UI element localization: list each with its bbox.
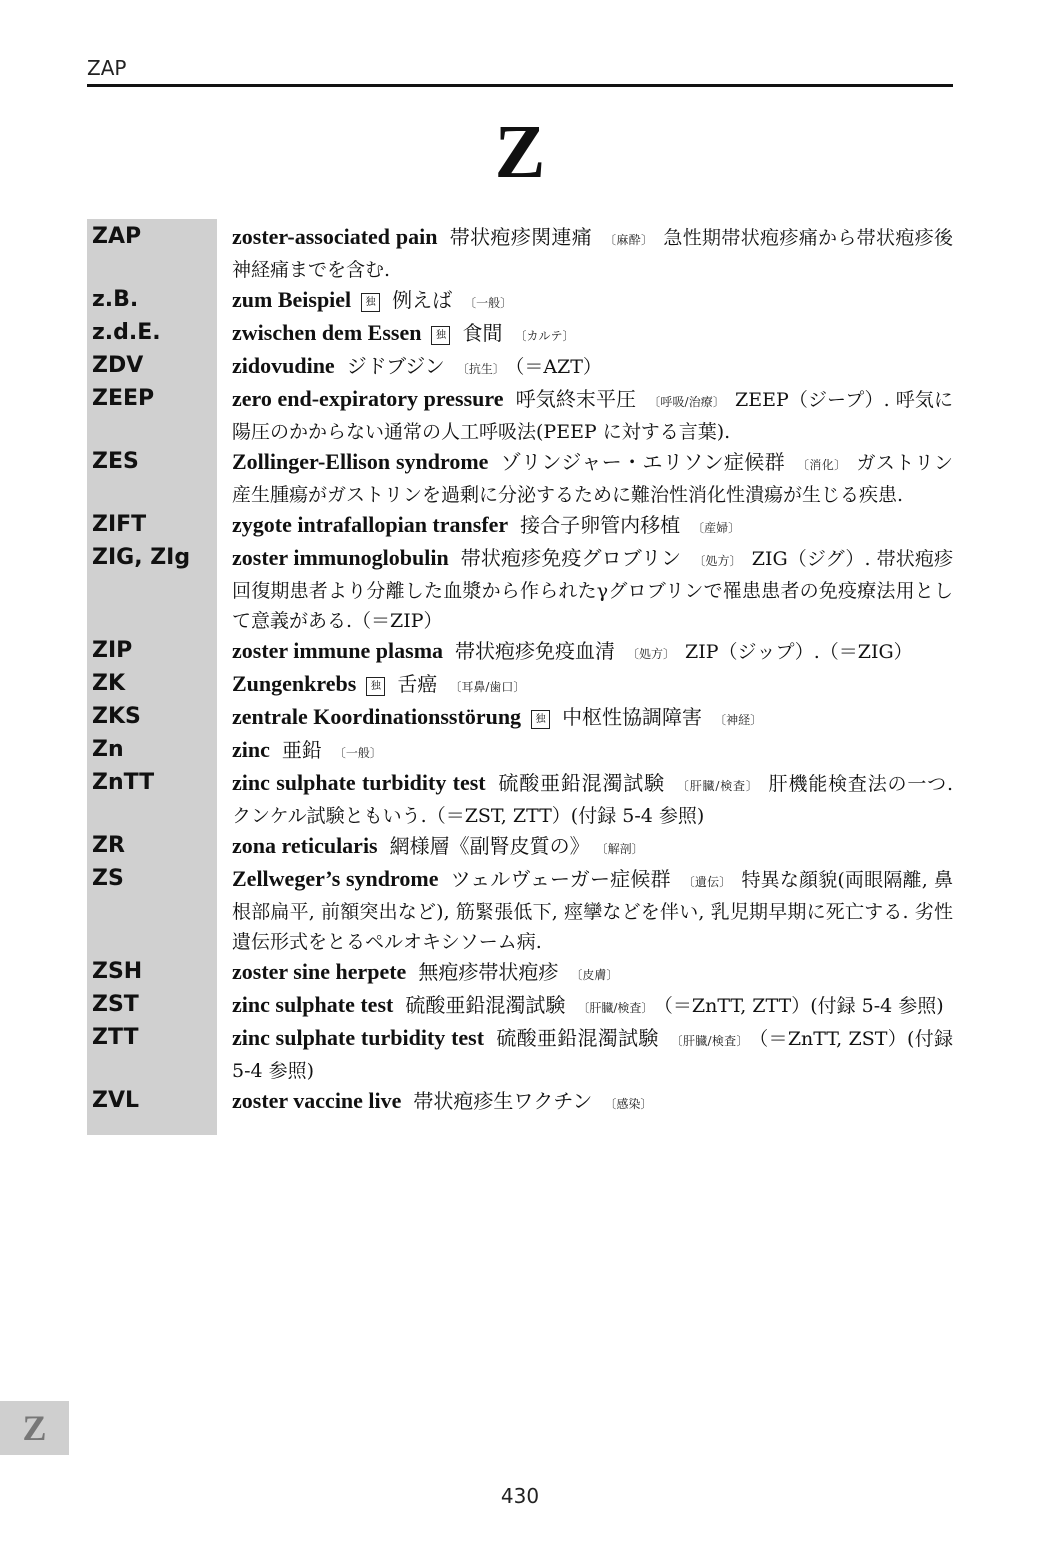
entry-row [87,510,953,543]
entry-term: Zellweger’s syndrome [232,866,439,891]
entry-description: 急性期帯状疱疹痛から帯状疱疹後神経痛までを含む. [232,227,953,281]
entry-category: 〔麻酔〕 [604,233,654,247]
entry-japanese: 硫酸亜鉛混濁試験 [497,771,665,795]
entry-japanese: 亜鉛 [281,738,322,762]
entry-abbreviation: ZIG, ZIg [92,545,191,570]
entry-category: 〔消化〕 [797,458,847,472]
entry-term: zoster immune plasma [232,638,444,663]
entry-row [87,222,953,285]
entry-description: ガストリン産生腫瘍がガストリンを過剰に分泌するために難治性消化性潰瘍が生じる疾患. [232,452,953,506]
entry-category: 〔肝臓/検査〕 [577,1001,654,1015]
header-rule [87,84,953,87]
entry-term: zidovudine [232,353,335,378]
entry-definition [232,990,953,1023]
entry-definition [232,669,953,702]
entry-description: （＝ZnTT, ZST）(付録 5-4 参照) [232,1028,953,1082]
entry-term: zinc [232,737,270,762]
entry-term: Zungenkrebs [232,671,357,696]
entry-japanese: ゾリンジャー・エリソン症候群 [500,450,786,474]
entry-row [87,864,953,957]
entry-definition [232,768,953,831]
entry-japanese: 中枢性協調障害 [562,705,703,729]
entry-japanese: 帯状疱疹生ワクチン [413,1089,593,1113]
entry-term: Zollinger-Ellison syndrome [232,449,489,474]
german-origin-mark: 独 [431,326,450,345]
entry-row [87,1086,953,1119]
entry-description: 肝機能検査法の一つ. クンケル試験ともいう.（＝ZST, ZTT）(付録 5-4 参照) [232,773,953,827]
entry-category: 〔肝臓/検査〕 [676,779,759,793]
entry-japanese: 例えば [392,288,453,312]
entry-abbreviation: ZTT [92,1025,139,1050]
entry-japanese: ジドブジン [346,354,445,378]
entry-description: ZIG（ジグ）. 帯状疱疹回復期患者より分離した血漿から作られたγグロブリンで罹患患者の免疫療法用として意義がある.（＝ZIP） [232,548,954,632]
entry-category: 〔一般〕 [464,296,513,310]
entry-row [87,831,953,864]
entry-definition [232,447,953,510]
entry-category: 〔遺伝〕 [682,875,732,889]
page-number: 430 [500,1484,540,1508]
entry-abbreviation: ZS [92,866,124,891]
entry-row [87,735,953,768]
entry-japanese: 帯状疱疹免疫血清 [455,639,616,663]
entry-category: 〔処方〕 [627,647,676,661]
entry-term: zoster vaccine live [232,1088,402,1113]
entry-category: 〔解剖〕 [601,842,644,856]
entry-japanese: 帯状疱疹関連痛 [449,225,593,249]
entry-abbreviation: ZnTT [92,770,155,795]
entry-abbreviation: ZIP [92,638,133,663]
entry-term: zona reticularis [232,833,378,858]
entry-category: 〔感染〕 [604,1097,653,1111]
entry-row [87,669,953,702]
entry-japanese: 硫酸亜鉛混濁試験 [496,1026,659,1050]
german-origin-mark: 独 [531,710,550,729]
entry-abbreviation: ZIFT [92,512,147,537]
german-origin-mark: 独 [366,677,385,696]
entry-abbreviation: ZES [92,449,139,474]
entry-row [87,543,953,636]
entry-abbreviation: ZK [92,671,125,696]
entry-row [87,702,953,735]
entry-abbreviation: z.d.E. [92,320,161,345]
entry-row [87,318,953,351]
entry-row [87,1023,953,1086]
entry-abbreviation: ZDV [92,353,144,378]
entry-row [87,351,953,384]
entry-definition [232,510,953,543]
entry-japanese: 舌癌 [397,672,438,696]
entry-term: zoster sine herpete [232,959,407,984]
entry-definition [232,222,953,285]
entry-definition [232,636,953,669]
german-origin-mark: 独 [361,293,380,312]
entry-row [87,957,953,990]
entry-term: zinc sulphate test [232,992,394,1017]
entry-category: 〔神経〕 [714,713,763,727]
entry-japanese: 網様層《副腎皮質の》 [389,834,590,858]
entry-category: 〔カルテ〕 [514,329,575,343]
entry-abbreviation: ZKS [92,704,141,729]
entry-definition [232,702,953,735]
entry-category: 〔産婦〕 [692,521,741,535]
entry-definition [232,864,953,957]
entry-abbreviation: ZST [92,992,139,1017]
entry-term: zwischen dem Essen [232,320,422,345]
entry-definition [232,957,953,990]
entry-japanese: 接合子卵管内移植 [520,513,681,537]
entry-category: 〔呼吸/治療〕 [648,395,726,409]
entry-abbreviation: ZEEP [92,386,155,411]
entry-description: ZEEP（ジープ）. 呼気に陽圧のかからない通常の人工呼吸法(PEEP に対する言葉). [232,389,953,443]
entry-definition [232,351,953,384]
running-head: ZAP [87,56,127,80]
entry-row [87,285,953,318]
entry-definition [232,285,953,318]
entry-japanese: 無疱疹帯状疱疹 [418,960,559,984]
entry-definition [232,1023,953,1086]
entry-category: 〔一般〕 [333,746,382,760]
entry-definition [232,735,953,768]
entry-definition [232,1086,953,1119]
entry-japanese: 帯状疱疹免疫グロブリン [460,546,682,570]
entry-description: ZIP（ジップ）.（＝ZIG） [685,641,913,663]
entry-definition [232,318,953,351]
entry-description: 特異な顔貌(両眼隔離, 鼻根部扁平, 前額突出など), 筋緊張低下, 痙攣などを伴い, 乳児期早期に死亡する. 劣性遺伝形式をとるペルオキシソーム病. [232,869,953,953]
entry-definition [232,543,953,636]
entry-category: 〔処方〕 [693,554,742,568]
entry-japanese: 呼気終末平圧 [515,387,637,411]
section-letter: Z [494,110,546,194]
entry-term: zentrale Koordinationsstörung [232,704,522,729]
entry-category: 〔皮膚〕 [570,968,619,982]
entry-row [87,636,953,669]
entry-term: zum Beispiel [232,287,352,312]
entry-description: （＝ZnTT, ZTT）(付録 5-4 参照) [663,995,944,1017]
entry-japanese: 硫酸亜鉛混濁試験 [405,993,566,1017]
entry-definition [232,831,953,864]
entry-term: zoster immunoglobulin [232,545,449,570]
entry-abbreviation: ZAP [92,224,142,249]
entry-abbreviation: Zn [92,737,124,762]
entry-term: zygote intrafallopian transfer [232,512,509,537]
entry-row [87,384,953,447]
entry-abbreviation: ZVL [92,1088,139,1113]
entry-term: zero end-expiratory pressure [232,386,504,411]
entry-category: 〔抗生〕 [456,362,505,376]
entry-row [87,447,953,510]
entry-abbreviation: z.B. [92,287,139,312]
entry-row [87,990,953,1023]
entry-definition [232,384,953,447]
entry-category: 〔耳鼻/歯口〕 [449,680,526,694]
entry-japanese: 食間 [462,321,503,345]
entry-abbreviation: ZR [92,833,125,858]
entry-category: 〔肝臓/検査〕 [670,1034,749,1048]
entry-japanese: ツェルヴェーガー症候群 [450,867,671,891]
entry-term: zoster-associated pain [232,224,438,249]
entry-list [87,222,953,1119]
entry-description: （＝AZT） [514,356,602,378]
entry-row [87,768,953,831]
entry-term: zinc sulphate turbidity test [232,770,486,795]
thumb-index-tab: Z [0,1401,69,1455]
entry-abbreviation: ZSH [92,959,143,984]
entry-term: zinc sulphate turbidity test [232,1025,485,1050]
